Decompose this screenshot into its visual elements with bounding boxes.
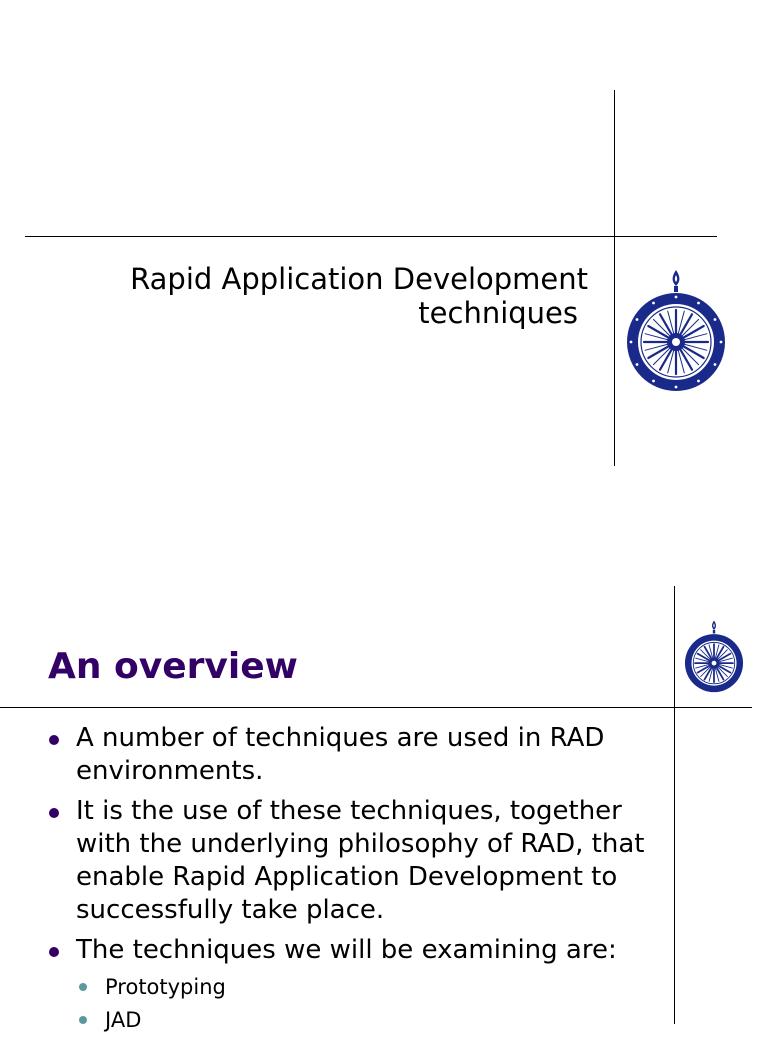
overview-bullet-list (48, 722, 658, 1044)
bullet-item (48, 934, 658, 1037)
bullet-item (48, 722, 658, 788)
title-divider-vertical (614, 90, 615, 466)
overview-title: An overview (48, 646, 298, 687)
bullet-dot-icon (49, 808, 59, 818)
bullet-item (48, 795, 658, 927)
university-seal-small-icon (682, 618, 746, 694)
overview-divider-horizontal (0, 707, 752, 708)
slide-title (28, 262, 588, 330)
overview-divider-vertical (674, 586, 675, 1024)
university-seal-icon (622, 266, 730, 394)
sub-bullet-item (76, 1004, 658, 1037)
technique-sub-list (76, 971, 658, 1037)
slide-title-line-1: Rapid Application Development (130, 262, 588, 296)
bullet-text: A number of techniques are used in RAD environments. (76, 723, 605, 786)
sub-bullet-text: Prototyping (105, 975, 226, 999)
sub-bullet-item (76, 971, 658, 1004)
bullet-text: The techniques we will be examining are: (76, 935, 617, 965)
sub-bullet-text: JAD (105, 1008, 142, 1032)
bullet-dot-icon (49, 735, 59, 745)
bullet-dot-icon (49, 947, 59, 957)
sub-bullet-dot-icon (79, 1016, 87, 1024)
overview-slide (0, 560, 768, 1032)
slide-title-line-2: techniques (418, 296, 578, 330)
sub-bullet-dot-icon (79, 983, 87, 991)
bullet-text: It is the use of these techniques, together with the underlying philosophy of RAD, that enable Rapid Application Development to successfully take place. (76, 796, 645, 925)
